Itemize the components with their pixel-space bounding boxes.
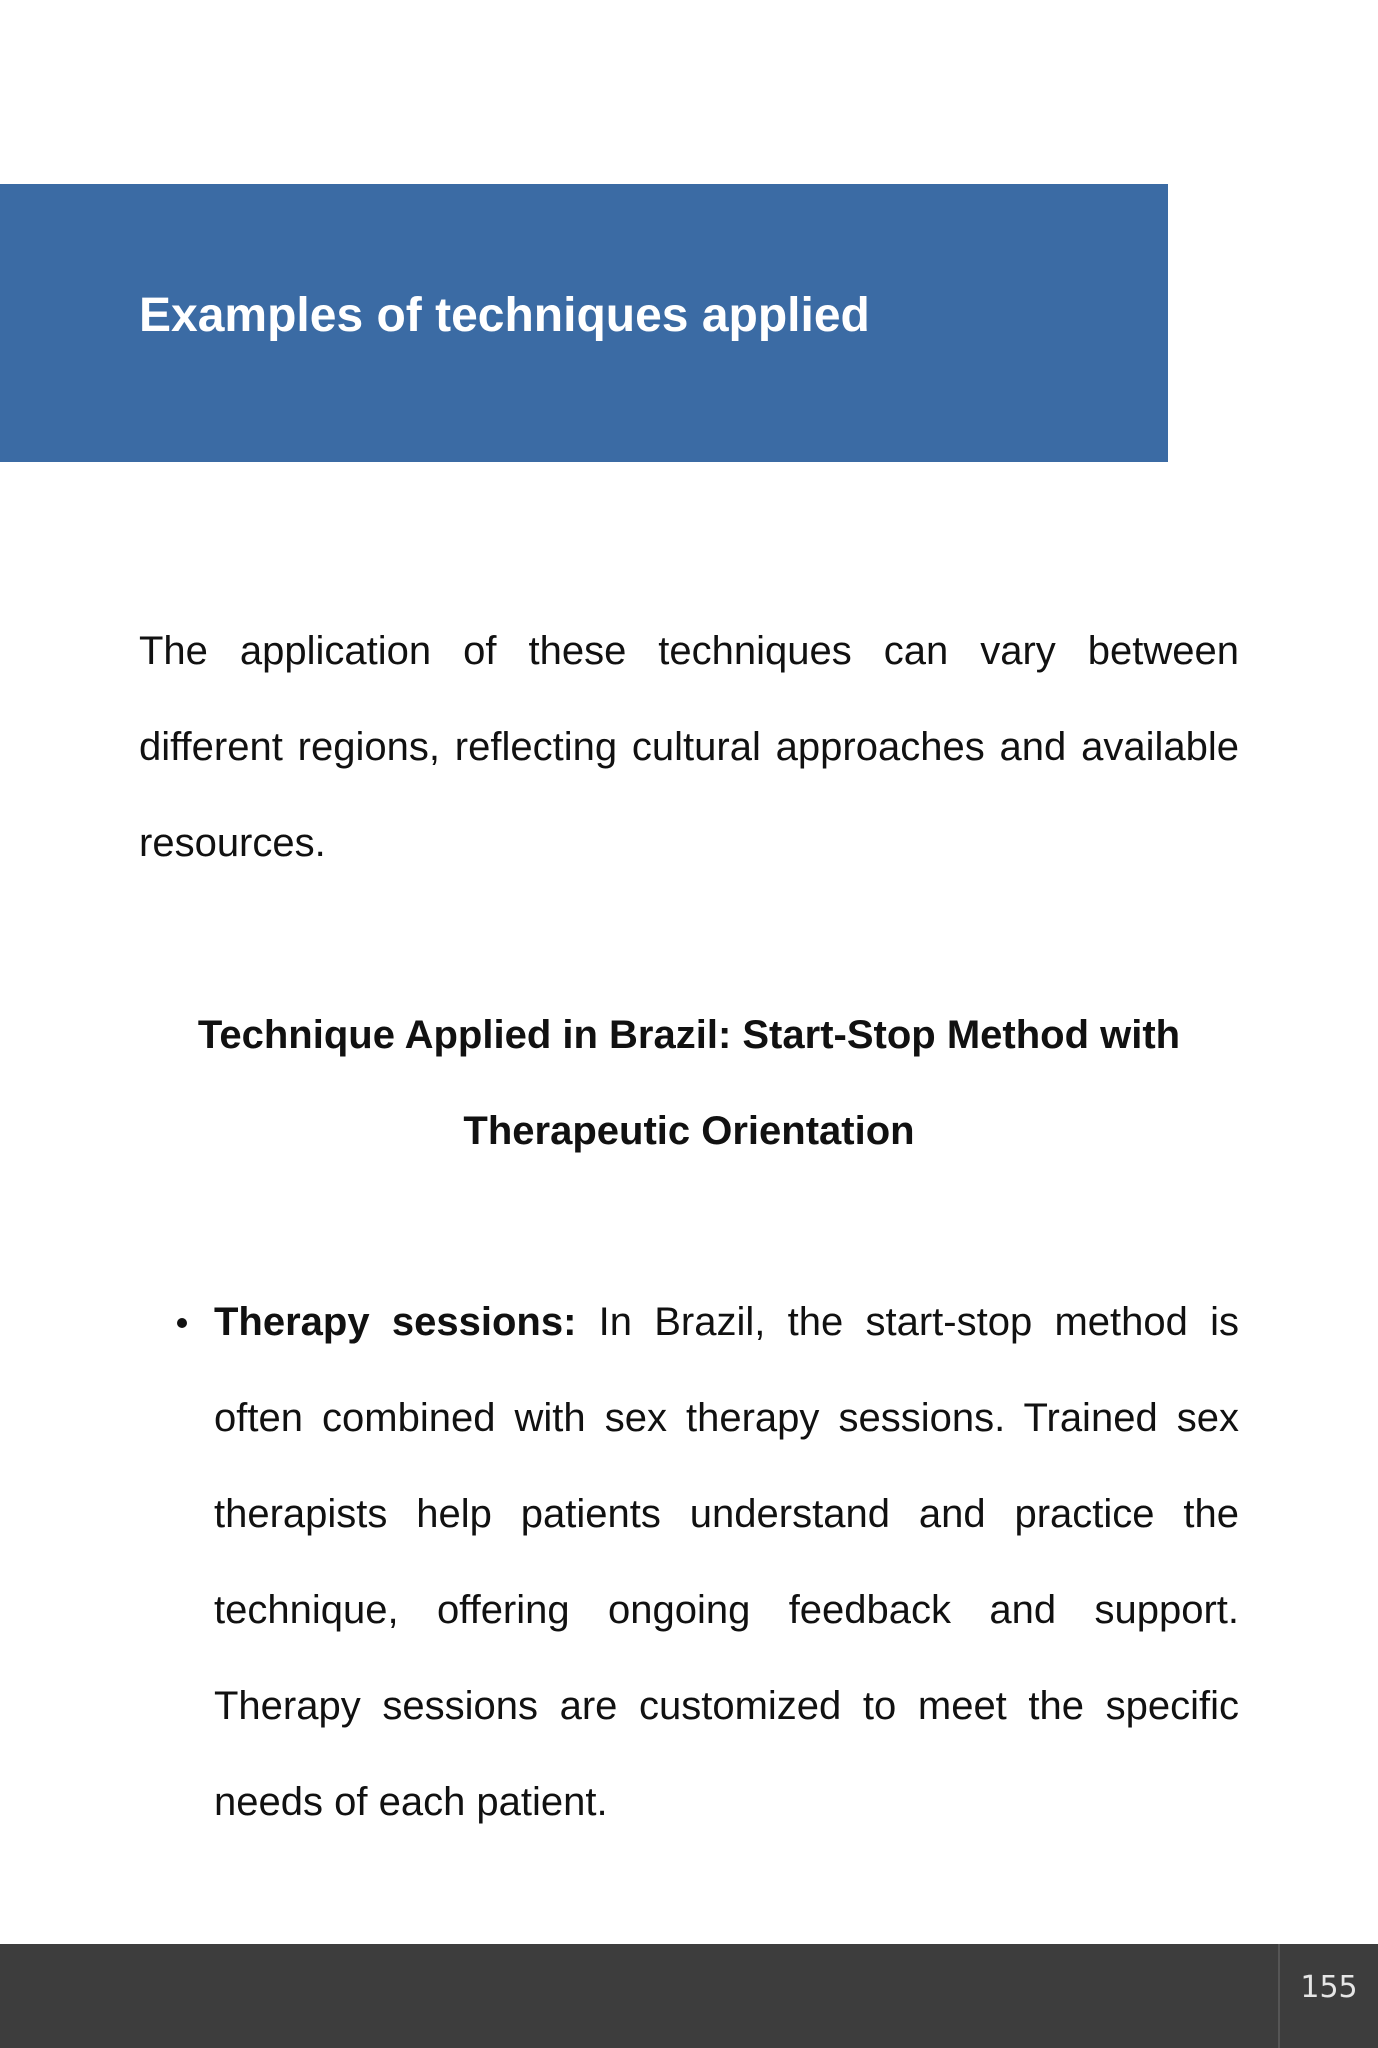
bullet-lead: Therapy sessions:: [214, 1300, 577, 1344]
section-heading: Technique Applied in Brazil: Start-Stop Method with Therapeutic Orientation: [197, 1013, 1181, 1153]
list-item: [214, 1274, 1239, 1850]
page-title: Examples of techniques applied: [139, 289, 870, 342]
bullet-text: In Brazil, the start-stop method is often combined with sex therapy sessions. Trained sex therapists help patients understand and practice the technique, offering ongoing feedback and support. Therapy sessions are customized to meet the specific needs of each patient.: [214, 1300, 1239, 1824]
bullet-list: [0, 1274, 1378, 1850]
page-number: 155: [1300, 1970, 1358, 2005]
footer-bar: [0, 1944, 1378, 2048]
intro-paragraph: The application of these techniques can vary between different regions, reflecting cultural approaches and available resources.: [139, 629, 1239, 865]
bullet-icon: [177, 1318, 187, 1328]
